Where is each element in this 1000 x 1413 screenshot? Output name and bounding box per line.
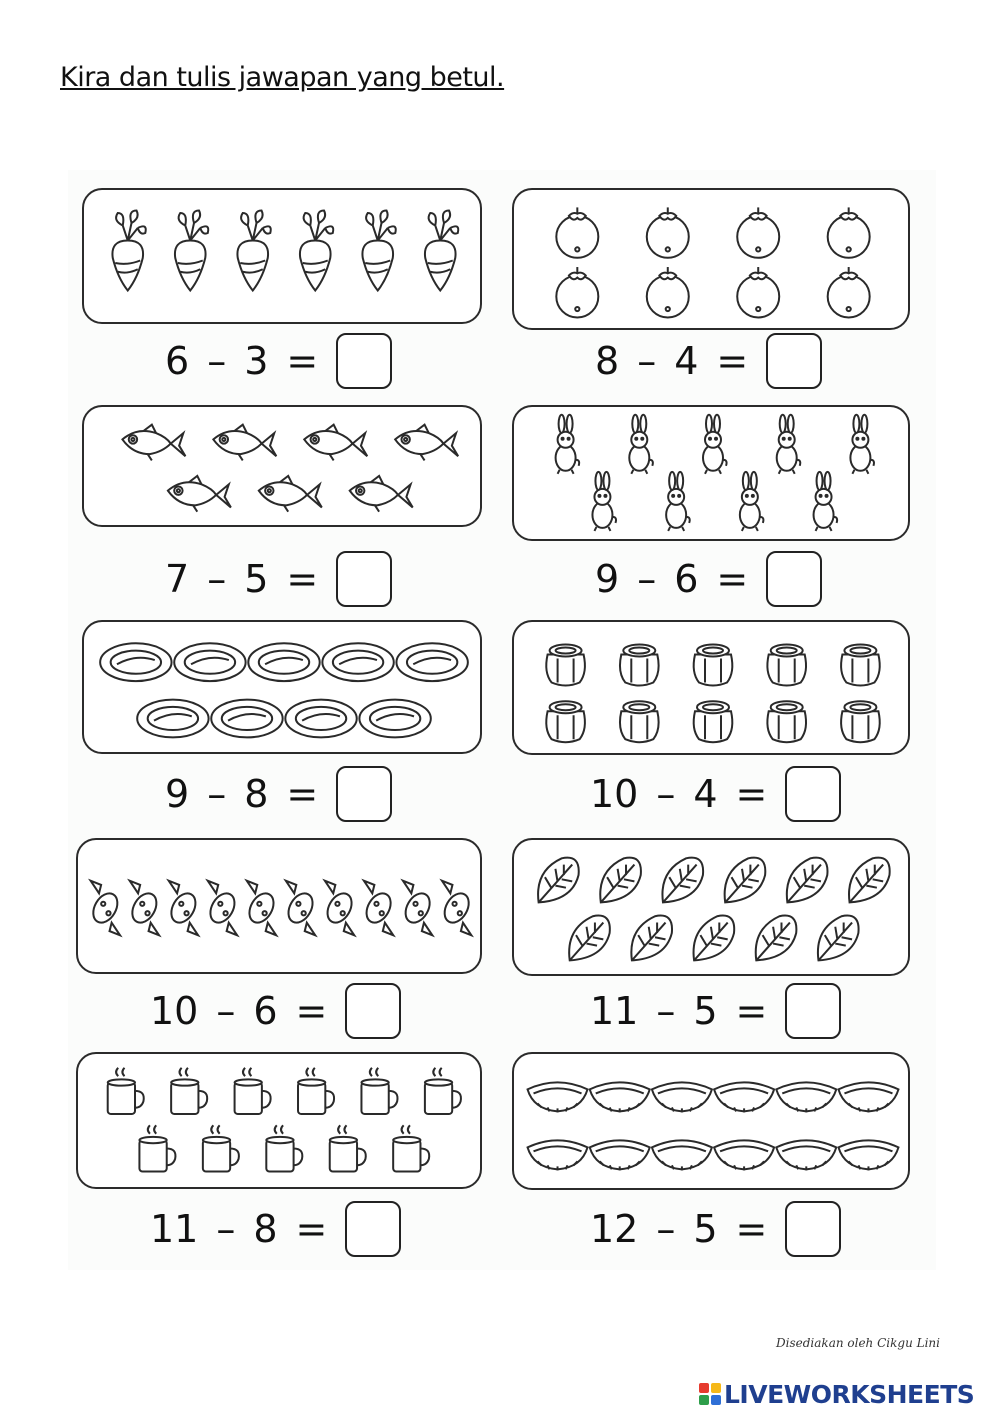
minuend: 9: [595, 557, 620, 601]
candy-icon: [127, 881, 161, 936]
radish-icon: [112, 211, 145, 291]
plate-icon: [174, 643, 245, 681]
fish-icon: [304, 425, 367, 461]
mug-icon: [330, 1125, 366, 1171]
answer-box[interactable]: [766, 551, 822, 607]
picture-panel-7: [76, 838, 482, 974]
candy-icon: [88, 881, 122, 936]
candy-icon: [245, 881, 279, 936]
equation-10: [590, 1198, 841, 1260]
picture-panel-3: [82, 405, 482, 527]
equals-sign: =: [716, 557, 749, 601]
minus-sign: –: [207, 339, 227, 383]
rabbit-icon: [556, 415, 580, 474]
answer-box[interactable]: [766, 333, 822, 389]
candy-icon: [284, 881, 318, 936]
picture-panel-2: [512, 188, 910, 330]
minus-sign: –: [207, 557, 227, 601]
mug-group: [78, 1054, 484, 1191]
minus-sign: –: [207, 772, 227, 816]
equation-8: [590, 980, 841, 1042]
subtrahend: 3: [244, 339, 269, 383]
fish-icon: [350, 476, 413, 512]
plate-icon: [137, 700, 208, 738]
mangosteen-icon: [647, 267, 689, 317]
curry-puff-icon: [652, 1082, 712, 1112]
equals-sign: =: [716, 339, 749, 383]
equation-1: [165, 330, 392, 392]
minus-sign: –: [216, 1207, 236, 1251]
mug-icon: [203, 1125, 239, 1171]
rabbit-icon: [666, 472, 690, 531]
minuend: 7: [165, 557, 190, 601]
radish-icon: [425, 211, 458, 291]
leaf-icon: [818, 916, 859, 961]
minuend: 10: [150, 989, 199, 1033]
minuend: 11: [590, 989, 639, 1033]
answer-box[interactable]: [345, 1201, 401, 1257]
leaf-icon: [849, 858, 890, 903]
honey-jar-icon: [841, 701, 880, 742]
minus-sign: –: [656, 989, 676, 1033]
answer-box[interactable]: [336, 766, 392, 822]
equals-sign: =: [735, 1207, 768, 1251]
picture-panel-8: [512, 838, 910, 976]
curry-puff-icon: [652, 1140, 712, 1170]
answer-box[interactable]: [336, 333, 392, 389]
plate-icon: [248, 643, 319, 681]
curry-puff-group: [514, 1054, 912, 1192]
brand-name: LIVEWORKSHEETS: [724, 1379, 975, 1409]
mangosteen-icon: [828, 267, 870, 317]
liveworksheets-logo-icon: [698, 1382, 722, 1406]
minuend: 8: [595, 339, 620, 383]
answer-box[interactable]: [336, 551, 392, 607]
rabbit-icon: [850, 415, 874, 474]
curry-puff-icon: [838, 1140, 898, 1170]
honey-jar-icon: [841, 645, 880, 686]
honey-jar-icon: [694, 701, 733, 742]
equation-7: [150, 980, 401, 1042]
minus-sign: –: [216, 989, 236, 1033]
picture-panel-4: [512, 405, 910, 541]
fish-icon: [122, 425, 185, 461]
minus-sign: –: [656, 1207, 676, 1251]
radish-icon: [362, 211, 395, 291]
mangosteen-icon: [737, 207, 779, 257]
mug-icon: [425, 1068, 461, 1114]
candy-group: [78, 840, 484, 976]
leaf-icon: [538, 858, 579, 903]
subtrahend: 6: [253, 989, 278, 1033]
mangosteen-icon: [647, 207, 689, 257]
fish-icon: [168, 476, 231, 512]
rabbit-icon: [703, 415, 727, 474]
curry-puff-icon: [714, 1082, 774, 1112]
equation-2: [595, 330, 822, 392]
equals-sign: =: [286, 557, 319, 601]
equals-sign: =: [286, 339, 319, 383]
instruction-text: Kira dan tulis jawapan yang betul.: [60, 62, 505, 93]
minus-sign: –: [656, 772, 676, 816]
mangosteen-group: [514, 190, 912, 332]
honey-jar-icon: [767, 645, 806, 686]
plate-icon: [396, 643, 467, 681]
subtrahend: 4: [693, 772, 718, 816]
leaf-group: [514, 840, 912, 978]
mangosteen-icon: [737, 267, 779, 317]
picture-panel-5: [82, 620, 482, 754]
plate-group: [84, 622, 484, 756]
plate-icon: [285, 700, 356, 738]
candy-icon: [166, 881, 200, 936]
liveworksheets-brand: [698, 1377, 974, 1411]
honey-jar-group: [514, 622, 912, 757]
leaf-icon: [662, 858, 703, 903]
radish-icon: [175, 211, 208, 291]
leaf-icon: [756, 916, 797, 961]
radish-icon: [237, 211, 270, 291]
rabbit-icon: [814, 472, 838, 531]
mug-icon: [266, 1125, 302, 1171]
fish-group: [84, 407, 484, 529]
leaf-icon: [694, 916, 735, 961]
leaf-icon: [631, 916, 672, 961]
plate-icon: [100, 643, 171, 681]
candy-icon: [362, 881, 396, 936]
curry-puff-icon: [590, 1082, 650, 1112]
picture-panel-9: [76, 1052, 482, 1189]
picture-panel-10: [512, 1052, 910, 1190]
minuend: 10: [590, 772, 639, 816]
equals-sign: =: [295, 1207, 328, 1251]
curry-puff-icon: [590, 1140, 650, 1170]
subtrahend: 8: [244, 772, 269, 816]
fish-icon: [395, 425, 458, 461]
subtrahend: 6: [674, 557, 699, 601]
mug-icon: [139, 1125, 175, 1171]
honey-jar-icon: [546, 701, 585, 742]
equation-5: [165, 763, 392, 825]
honey-jar-icon: [620, 701, 659, 742]
mug-icon: [235, 1068, 271, 1114]
plate-icon: [322, 643, 393, 681]
picture-panel-6: [512, 620, 910, 755]
leaf-icon: [600, 858, 641, 903]
minuend: 11: [150, 1207, 199, 1251]
subtrahend: 5: [693, 1207, 718, 1251]
leaf-icon: [787, 858, 828, 903]
candy-icon: [440, 881, 474, 936]
candy-icon: [323, 881, 357, 936]
answer-box[interactable]: [785, 766, 841, 822]
curry-puff-icon: [528, 1082, 588, 1112]
curry-puff-icon: [528, 1140, 588, 1170]
mug-icon: [108, 1068, 144, 1114]
equals-sign: =: [735, 989, 768, 1033]
equation-3: [165, 548, 392, 610]
equals-sign: =: [735, 772, 768, 816]
mug-icon: [171, 1068, 207, 1114]
mug-icon: [361, 1068, 397, 1114]
mug-icon: [393, 1125, 429, 1171]
subtrahend: 4: [674, 339, 699, 383]
curry-puff-icon: [714, 1140, 774, 1170]
mug-icon: [298, 1068, 334, 1114]
mangosteen-icon: [556, 207, 598, 257]
teacher-credit: Disediakan oleh Cikgu Lini: [776, 1336, 940, 1350]
equation-6: [590, 763, 841, 825]
minus-sign: –: [637, 557, 657, 601]
equation-4: [595, 548, 822, 610]
rabbit-icon: [629, 415, 653, 474]
minus-sign: –: [637, 339, 657, 383]
radish-icon: [300, 211, 333, 291]
honey-jar-icon: [546, 645, 585, 686]
equals-sign: =: [295, 989, 328, 1033]
curry-puff-icon: [776, 1082, 836, 1112]
radish-group: [84, 190, 484, 326]
minuend: 9: [165, 772, 190, 816]
fish-icon: [259, 476, 322, 512]
subtrahend: 5: [693, 989, 718, 1033]
leaf-icon: [725, 858, 766, 903]
answer-box[interactable]: [345, 983, 401, 1039]
rabbit-icon: [777, 415, 801, 474]
curry-puff-icon: [776, 1140, 836, 1170]
minuend: 6: [165, 339, 190, 383]
equation-9: [150, 1198, 401, 1260]
mangosteen-icon: [828, 207, 870, 257]
rabbit-icon: [740, 472, 764, 531]
candy-icon: [401, 881, 435, 936]
rabbit-icon: [592, 472, 616, 531]
fish-icon: [213, 425, 276, 461]
answer-box[interactable]: [785, 1201, 841, 1257]
leaf-icon: [569, 916, 610, 961]
rabbit-group: [514, 407, 912, 543]
plate-icon: [211, 700, 282, 738]
subtrahend: 5: [244, 557, 269, 601]
answer-box[interactable]: [785, 983, 841, 1039]
equals-sign: =: [286, 772, 319, 816]
honey-jar-icon: [767, 701, 806, 742]
candy-icon: [205, 881, 239, 936]
honey-jar-icon: [620, 645, 659, 686]
plate-icon: [359, 700, 430, 738]
picture-panel-1: [82, 188, 482, 324]
honey-jar-icon: [694, 645, 733, 686]
curry-puff-icon: [838, 1082, 898, 1112]
subtrahend: 8: [253, 1207, 278, 1251]
mangosteen-icon: [556, 267, 598, 317]
minuend: 12: [590, 1207, 639, 1251]
